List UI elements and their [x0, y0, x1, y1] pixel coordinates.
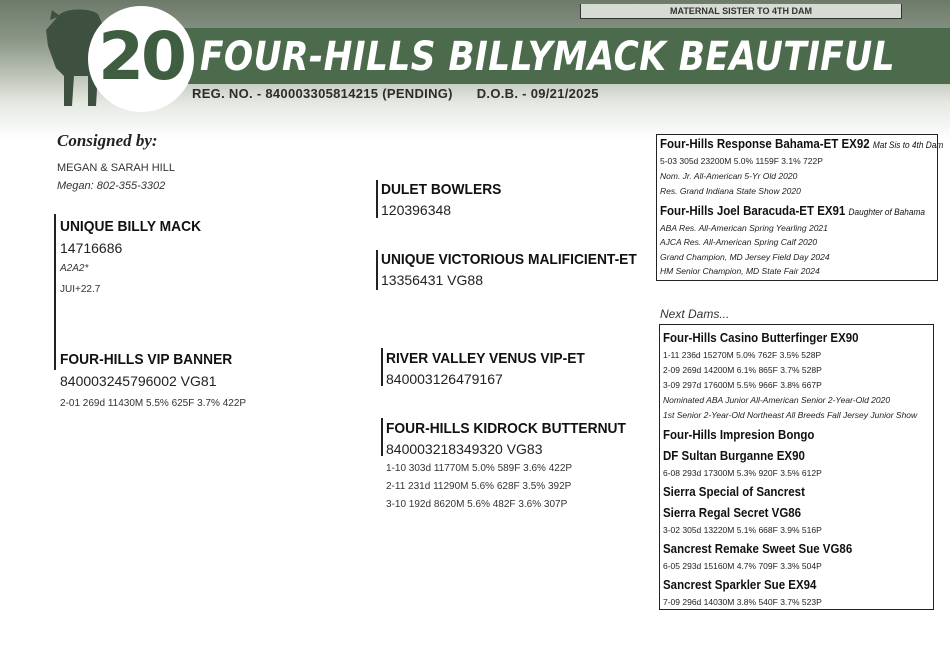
relative-record: 5-03 305d 23200M 5.0% 1159F 3.1% 722P	[660, 156, 823, 166]
relative-name-text: Four-Hills Response Bahama-ET EX92	[660, 137, 870, 151]
dam-line-name: DF Sultan Burganne EX90	[663, 449, 805, 463]
dam-line-record: 3-02 305d 13220M 5.1% 668F 3.9% 516P	[663, 525, 822, 535]
consigner-name: MEGAN & SARAH HILL	[57, 162, 175, 174]
dam-line-award: Nominated ABA Junior All-American Senior 2-Year-Old 2020	[663, 395, 891, 405]
pedigree-line-sire	[54, 214, 56, 370]
dam-dam-record: 2-11 231d 11290M 5.6% 628F 3.5% 392P	[386, 481, 572, 492]
animal-name: FOUR-HILLS BILLYMACK BEAUTIFUL	[200, 34, 895, 80]
dam-line-record: 1-11 236d 15270M 5.0% 762F 3.5% 528P	[663, 350, 822, 360]
relative-note: Mat Sis to 4th Dam	[872, 140, 944, 150]
pedigree-line-sire-dam	[376, 250, 378, 290]
sire-note: A2A2*	[60, 263, 89, 274]
relative-award: Nom. Jr. All-American 5-Yr Old 2020	[660, 171, 798, 181]
relative-name	[660, 137, 943, 151]
next-dams-label: Next Dams...	[660, 307, 730, 321]
dam-line-name: Sierra Regal Secret VG86	[663, 506, 802, 520]
dam-line-record: 2-09 269d 14200M 6.1% 865F 3.7% 528P	[663, 365, 822, 375]
relative-name	[660, 204, 925, 218]
relative-award: AJCA Res. All-American Spring Calf 2020	[660, 237, 818, 247]
dam-dam-record: 1-10 303d 11770M 5.0% 589F 3.6% 422P	[386, 463, 573, 474]
sire-dam-name: UNIQUE VICTORIOUS MALIFICIENT-ET	[381, 251, 637, 268]
maternal-relatives-box	[656, 134, 944, 281]
dam-line-name: Sancrest Remake Sweet Sue VG86	[663, 542, 853, 556]
relative-note: Daughter of Bahama	[848, 207, 925, 217]
dam-line-record: 6-08 293d 17300M 5.3% 920F 3.5% 612P	[663, 468, 822, 478]
relative-name-text: Four-Hills Joel Baracuda-ET EX91	[660, 204, 846, 218]
lot-number: 20	[98, 18, 184, 95]
sire-dam-reg: 13356431 VG88	[381, 272, 483, 288]
next-dams-box	[659, 324, 934, 610]
relative-award: Grand Champion, MD Jersey Field Day 2024	[660, 252, 830, 262]
date-of-birth: D.O.B. - 09/21/2025	[476, 86, 599, 101]
dam-line-record: 6-05 293d 15160M 4.7% 709F 3.3% 504P	[663, 561, 822, 571]
dam-name: FOUR-HILLS VIP BANNER	[60, 351, 233, 368]
relative-award: ABA Res. All-American Spring Yearling 2021	[660, 223, 828, 233]
dam-sire-name: RIVER VALLEY VENUS VIP-ET	[386, 350, 585, 367]
dam-line-record: 3-09 297d 17600M 5.5% 966F 3.8% 667P	[663, 380, 822, 390]
sire-name: UNIQUE BILLY MACK	[60, 218, 202, 235]
pedigree-line-dam-dam	[381, 418, 383, 456]
sire-reg: 14716686	[60, 240, 123, 256]
dam-line-award: 1st Senior 2-Year-Old Northeast All Breeds Fall Jersey Junior Show	[663, 410, 918, 420]
maternal-tag: MATERNAL SISTER TO 4TH DAM	[580, 4, 902, 19]
dam-line-name: Sierra Special of Sancrest	[663, 485, 805, 499]
sire-index: JUI+22.7	[60, 284, 101, 295]
dam-line-name: Sancrest Sparkler Sue EX94	[663, 578, 817, 592]
dam-line-name: Four-Hills Casino Butterfinger EX90	[663, 331, 859, 345]
dam-dam-reg: 840003218349320 VG83	[386, 441, 543, 457]
sire-sire-name: DULET BOWLERS	[381, 181, 502, 198]
relative-award: HM Senior Champion, MD State Fair 2024	[660, 266, 820, 276]
registration-line	[192, 86, 619, 101]
pedigree-line-sire-sire	[376, 180, 378, 218]
dam-line-record: 7-09 296d 14030M 3.8% 540F 3.7% 523P	[663, 597, 822, 607]
consigned-by-label: Consigned by:	[57, 131, 158, 150]
consigner-phone: Megan: 802-355-3302	[57, 180, 166, 192]
sire-sire-reg: 120396348	[381, 202, 452, 218]
dam-record: 2-01 269d 11430M 5.5% 625F 3.7% 422P	[60, 398, 247, 409]
dam-reg: 840003245796002 VG81	[60, 373, 217, 389]
reg-number: REG. NO. - 840003305814215 (PENDING)	[192, 86, 453, 101]
relative-award: Res. Grand Indiana State Show 2020	[660, 186, 801, 196]
pedigree-line-dam-sire	[381, 348, 383, 386]
dam-dam-record: 3-10 192d 8620M 5.6% 482F 3.6% 307P	[386, 499, 568, 510]
dam-line-name: Four-Hills Impresion Bongo	[663, 428, 815, 442]
dam-sire-reg: 840003126479167	[386, 371, 503, 387]
dam-dam-name: FOUR-HILLS KIDROCK BUTTERNUT	[386, 420, 626, 437]
